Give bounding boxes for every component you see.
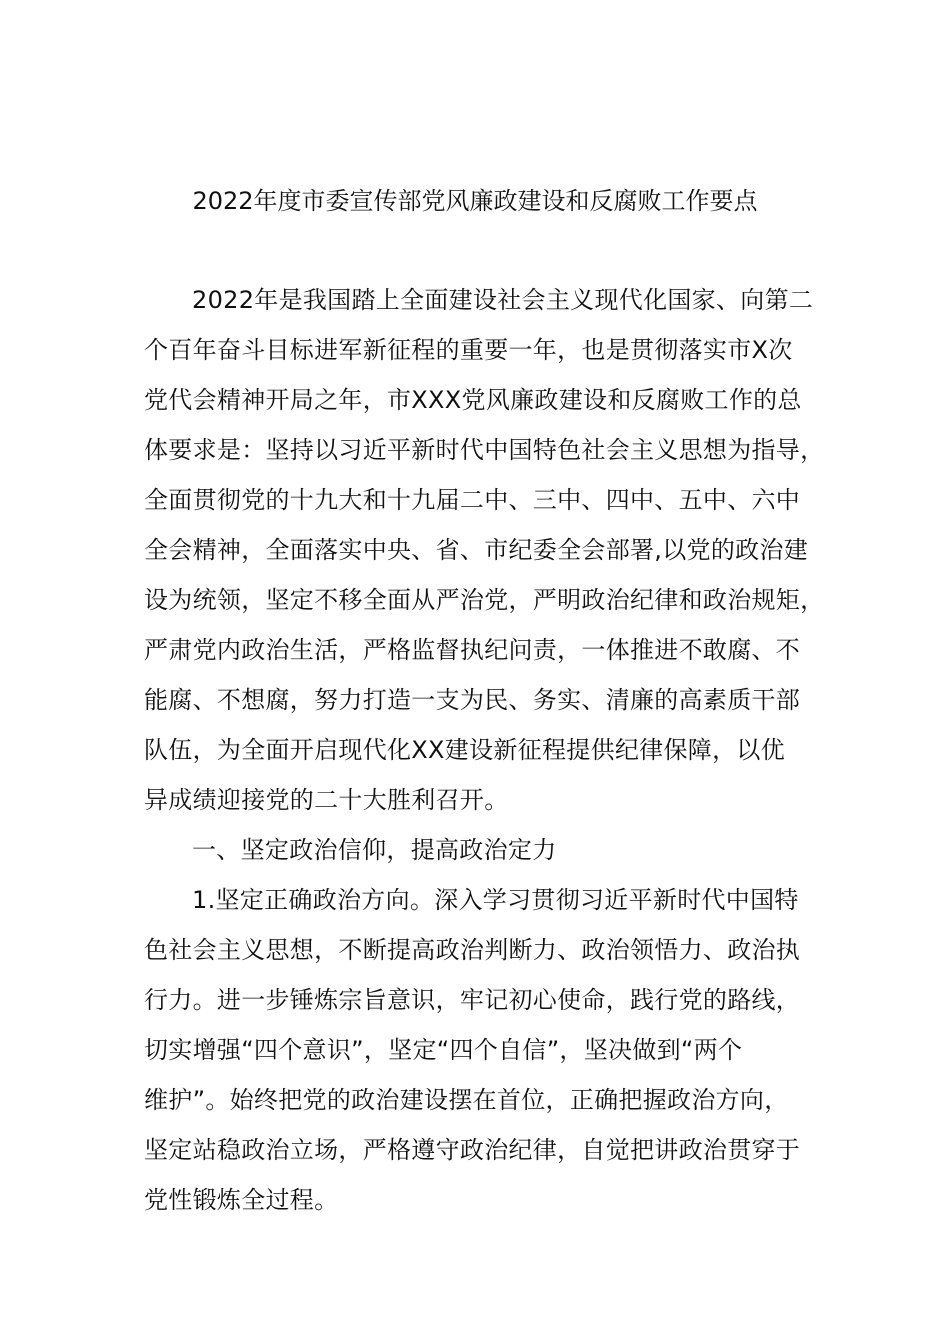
paragraph-1-line-6: 全会精神，全面落实中央、省、市纪委全会部署,以党的政治建 [144,536,809,564]
paragraph-1-line-4: 体要求是：坚持以习近平新时代中国特色社会主义思想为指导， [144,436,825,464]
paragraph-1-line-11: 异成绩迎接党的二十大胜利召开。 [144,786,509,814]
paragraph-2-line-2: 色社会主义思想，不断提高政治判断力、政治领悟力、政治执 [144,936,801,964]
paragraph-2-line-5: 维护”。始终把党的政治建设摆在首位，正确把握政治方向， [144,1086,789,1114]
paragraph-2-line-1: 1.坚定正确政治方向。深入学习贯彻习近平新时代中国特 [192,886,799,914]
paragraph-1-line-2: 个百年奋斗目标进军新征程的重要一年，也是贯彻落实市X次 [144,336,793,364]
section-heading-1: 一、坚定政治信仰，提高政治定力 [192,836,557,864]
paragraph-2-line-4: 切实增强“四个意识”，坚定“四个自信”，坚决做到“两个 [144,1036,743,1064]
document-body [144,280,825,1230]
paragraph-1-line-7: 设为统领，坚定不移全面从严治党，严明政治纪律和政治规矩， [144,586,825,614]
paragraph-1-line-3: 党代会精神开局之年，市XXX党风廉政建设和反腐败工作的总 [144,386,802,414]
paragraph-2-line-3: 行力。进一步锤炼宗旨意识，牢记初心使命，践行党的路线， [144,986,801,1014]
paragraph-1-line-9: 能腐、不想腐，努力打造一支为民、务实、清廉的高素质干部 [144,686,801,714]
paragraph-1-line-10: 队伍，为全面开启现代化XX建设新征程提供纪律保障，以优 [144,736,785,764]
paragraph-1-line-5: 全面贯彻党的十九大和十九届二中、三中、四中、五中、六中 [144,486,801,514]
paragraph-2-line-6: 坚定站稳政治立场，严格遵守政治纪律，自觉把讲政治贯穿于 [144,1136,801,1164]
document-title: 2022年度市委宣传部党风廉政建设和反腐败工作要点 [192,187,758,215]
paragraph-1-line-1: 2022年是我国踏上全面建设社会主义现代化国家、向第二 [192,286,814,314]
paragraph-1-line-8: 严肃党内政治生活，严格监督执纪问责，一体推进不敢腐、不 [144,636,801,664]
paragraph-2-line-7: 党性锻炼全过程。 [144,1186,339,1214]
